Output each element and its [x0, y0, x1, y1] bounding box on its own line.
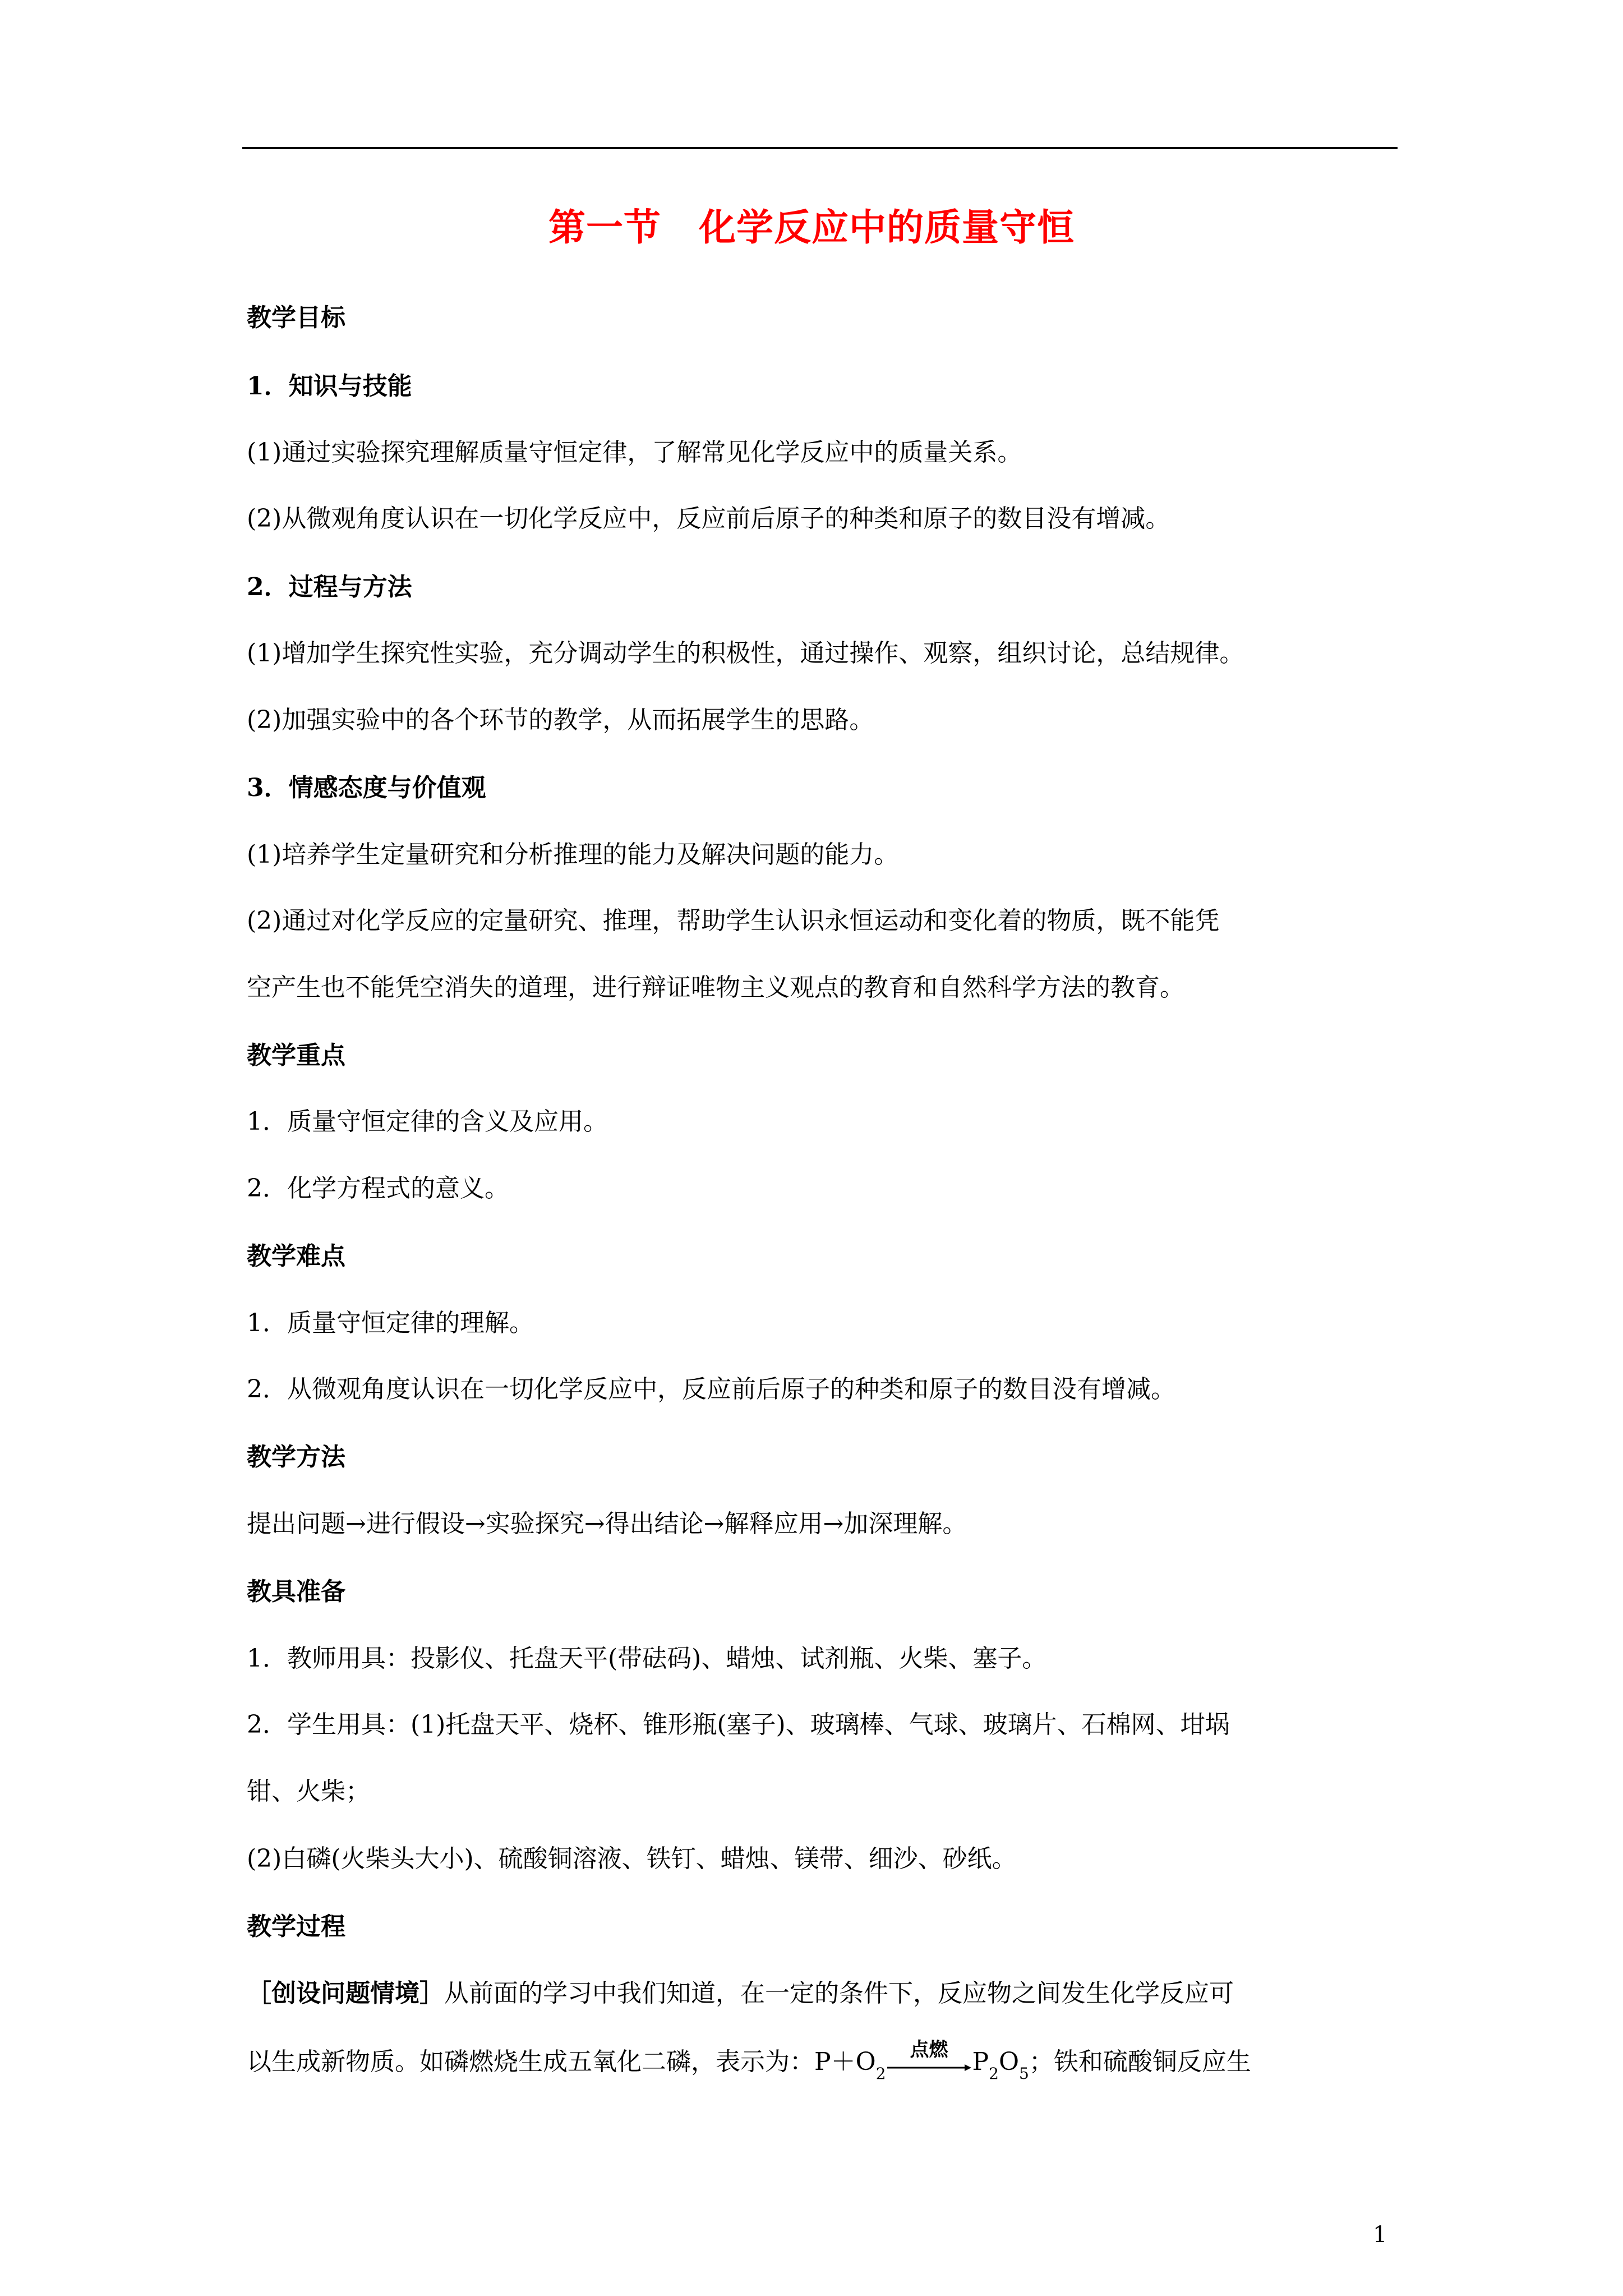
- paragraph: 钳、火柴；: [247, 1777, 370, 1806]
- subscript: 2: [989, 2064, 999, 2083]
- heading-difficulties: 教学难点: [247, 1242, 345, 1271]
- paragraph: (2)从微观角度认识在一切化学反应中，反应前后原子的种类和原子的数目没有增减。: [247, 504, 1170, 533]
- paragraph: (1)培养学生定量研究和分析推理的能力及解决问题的能力。: [247, 840, 899, 869]
- subscript: 5: [1019, 2064, 1029, 2083]
- subheading-attitude: 3．情感态度与价值观: [247, 774, 486, 802]
- paragraph: (2)白磷(火柴头大小)、硫酸铜溶液、铁钉、蜡烛、镁带、细沙、砂纸。: [247, 1844, 1017, 1873]
- equation-product: O: [998, 2047, 1020, 2076]
- paragraph: 2．从微观角度认识在一切化学反应中，反应前后原子的种类和原子的数目没有增减。: [247, 1375, 1175, 1404]
- reaction-arrow: [887, 2038, 971, 2076]
- paragraph: 1．质量守恒定律的含义及应用。: [247, 1107, 608, 1136]
- equation-product: P: [972, 2047, 989, 2076]
- arrow-icon: [887, 2064, 971, 2072]
- heading-objectives: 教学目标: [247, 303, 345, 332]
- heading-methods: 教学方法: [247, 1443, 345, 1471]
- process-text: ；铁和硫酸铜反应生: [1029, 2047, 1251, 2076]
- page-number: 1: [1373, 2222, 1387, 2248]
- process-label: ［创设问题情境］: [247, 1979, 444, 2008]
- paragraph: 1．质量守恒定律的理解。: [247, 1309, 534, 1337]
- process-paragraph-line-1: [247, 1981, 1234, 2006]
- paragraph: (2)通过对化学反应的定量研究、推理，帮助学生认识永恒运动和变化着的物质，既不能凭: [247, 907, 1220, 935]
- paragraph: 2．化学方程式的意义。: [247, 1174, 509, 1203]
- heading-teaching-process: 教学过程: [247, 1912, 345, 1941]
- heading-key-points: 教学重点: [247, 1041, 345, 1070]
- paragraph: (2)加强实验中的各个环节的教学，从而拓展学生的思路。: [247, 706, 874, 734]
- process-text: 从前面的学习中我们知道，在一定的条件下，反应物之间发生化学反应可: [444, 1979, 1234, 2008]
- header-rule: [242, 147, 1398, 149]
- heading-materials: 教具准备: [247, 1577, 345, 1606]
- paragraph: (1)通过实验探究理解质量守恒定律，了解常见化学反应中的质量关系。: [247, 438, 1022, 467]
- page-title: 第一节 化学反应中的质量守恒: [548, 205, 1075, 249]
- paragraph: 提出问题→进行假设→实验探究→得出结论→解释应用→加深理解。: [247, 1510, 967, 1538]
- paragraph: (1)增加学生探究性实验，充分调动学生的积极性，通过操作、观察，组织讨论，总结规律。: [247, 639, 1244, 668]
- subheading-knowledge: 1．知识与技能: [247, 372, 412, 401]
- subheading-process: 2．过程与方法: [247, 573, 412, 601]
- paragraph: 空产生也不能凭空消失的道理，进行辩证唯物主义观点的教育和自然科学方法的教育。: [247, 973, 1184, 1002]
- process-paragraph-line-2: [247, 2038, 1251, 2083]
- paragraph: 2．学生用具：(1)托盘天平、烧杯、锥形瓶(塞子)、玻璃棒、气球、玻璃片、石棉网、坩埚: [247, 1710, 1230, 1739]
- paragraph: 1．教师用具：投影仪、托盘天平(带砝码)、蜡烛、试剂瓶、火柴、塞子。: [247, 1644, 1047, 1673]
- process-text: 以生成新物质。如磷燃烧生成五氧化二磷，表示为：: [247, 2047, 814, 2076]
- subscript: 2: [875, 2064, 886, 2083]
- chemical-equation: [814, 2038, 1029, 2083]
- reaction-condition: 点燃: [910, 2038, 948, 2061]
- equation-reactants: P＋O: [814, 2047, 876, 2076]
